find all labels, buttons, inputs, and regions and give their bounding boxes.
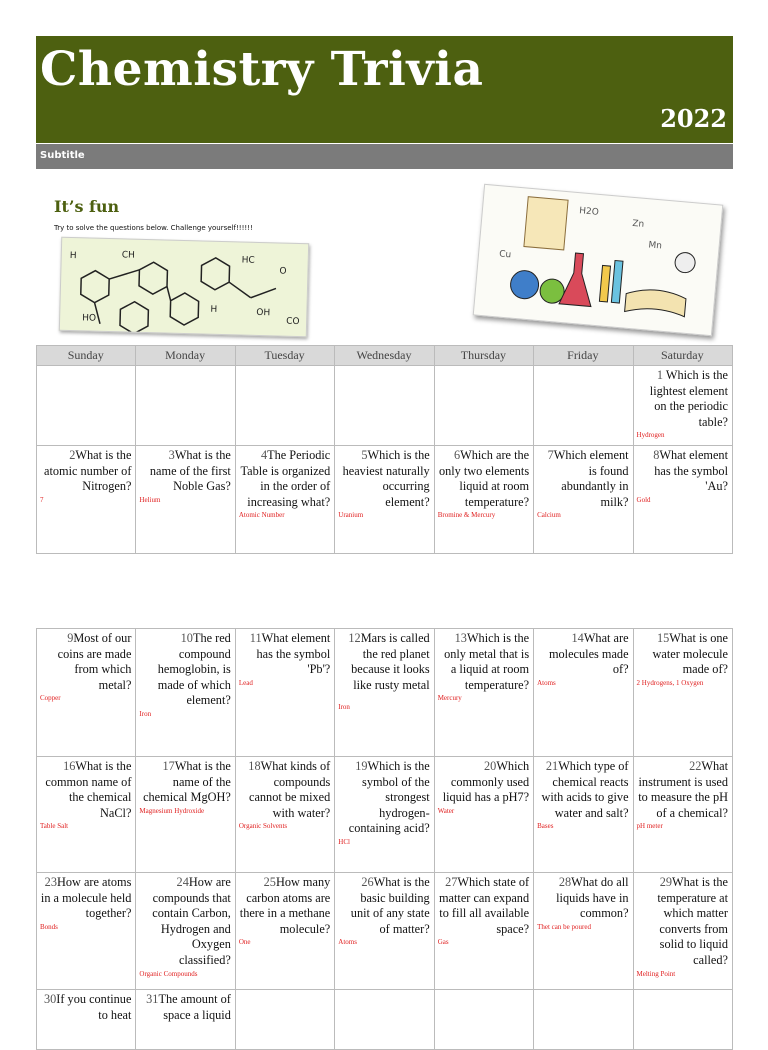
trivia-answer: Iron: [338, 703, 350, 712]
day-cell: [37, 629, 136, 757]
day-cell: [434, 873, 533, 990]
day-cell: [136, 446, 235, 554]
day-number: 12: [348, 631, 361, 645]
day-number: 21: [545, 759, 559, 773]
day-number: 16: [63, 759, 76, 773]
trivia-answer: Mercury: [437, 694, 462, 703]
trivia-answer: Helium: [139, 495, 161, 504]
day-cell-empty: [335, 990, 434, 1050]
trivia-answer: Bonds: [40, 922, 58, 931]
trivia-answer: 7: [40, 495, 44, 504]
trivia-question: Which is the symbol of the strongest hydrogen-containing acid?: [348, 759, 430, 836]
trivia-question: What is the name of the chemical MgOH?: [143, 759, 231, 805]
weekday-header: Saturday: [633, 346, 732, 366]
trivia-question: Which state of matter can expand to fill all available space?: [438, 875, 530, 936]
svg-text:HC: HC: [241, 255, 255, 266]
trivia-question: What are molecules made of?: [548, 631, 629, 677]
trivia-question: Mars is called the red planet because it looks like rusty metal: [351, 631, 430, 692]
trivia-question: Which is the only metal that is a liquid at room temperature?: [444, 631, 530, 692]
trivia-answer: Iron: [139, 709, 152, 718]
weekday-header: Tuesday: [235, 346, 334, 366]
day-number: 22: [689, 759, 702, 773]
svg-text:H: H: [210, 304, 218, 315]
day-number: 26: [361, 875, 374, 889]
page-title: Chemistry Trivia: [40, 42, 484, 97]
day-number: 28: [558, 875, 572, 889]
day-number: 23: [44, 875, 57, 889]
trivia-answer: Lead: [238, 678, 253, 687]
day-cell-empty: [534, 990, 633, 1050]
trivia-question: How are compounds that contain Carbon, Hydrogen and Oxygen classified?: [152, 875, 231, 967]
subtitle-text: Subtitle: [40, 150, 85, 161]
trivia-question: How many carbon atoms are there in a methane molecule?: [239, 875, 331, 936]
trivia-answer: Copper: [40, 694, 61, 703]
day-cell: [633, 757, 732, 873]
trivia-answer: Atomic Number: [238, 511, 285, 520]
day-cell: [136, 873, 235, 990]
trivia-answer: Gold: [636, 495, 651, 504]
weekday-header: Wednesday: [335, 346, 434, 366]
trivia-answer: HCl: [338, 837, 350, 846]
trivia-question: The Periodic Table is organized in the order of increasing what?: [240, 448, 331, 509]
intro-heading: It’s fun: [54, 197, 120, 216]
trivia-question: Which type of chemical reacts with acids to give water and salt?: [541, 759, 629, 820]
subtitle-bar: [36, 144, 733, 169]
svg-text:H2O: H2O: [578, 206, 600, 218]
day-number: 25: [263, 875, 276, 889]
trivia-question: Which is the heaviest naturally occurring element?: [342, 448, 430, 509]
trivia-question: What instrument is used to measure the pH of a chemical?: [638, 759, 728, 820]
day-cell-empty: [335, 366, 434, 446]
title-banner: [36, 36, 733, 143]
day-cell: [335, 629, 434, 757]
day-number: 1: [656, 368, 663, 382]
day-cell: [37, 873, 136, 990]
trivia-answer: Bromine & Mercury: [437, 511, 496, 520]
day-cell-empty: [235, 990, 334, 1050]
trivia-question: What is one water molecule made of?: [652, 631, 728, 677]
trivia-answer: Bases: [537, 822, 554, 831]
trivia-question: The red compound hemoglobin, is made of which element?: [157, 631, 231, 708]
day-number: 4: [260, 448, 268, 462]
day-cell: [136, 757, 235, 873]
day-cell: [136, 990, 235, 1050]
day-number: 15: [656, 631, 670, 645]
day-number: 14: [571, 631, 584, 645]
day-cell: [136, 629, 235, 757]
trivia-answer: Thet can be poured: [537, 922, 591, 931]
day-cell: [37, 757, 136, 873]
weekday-header: Sunday: [37, 346, 136, 366]
trivia-answer: 2 Hydrogens, 1 Oxygen: [636, 678, 704, 687]
day-cell: [37, 990, 136, 1050]
day-cell-empty: [136, 366, 235, 446]
day-cell-empty: [633, 990, 732, 1050]
trivia-answer: Hydrogen: [636, 431, 665, 440]
trivia-question: What do all liquids have in common?: [556, 875, 629, 921]
day-cell: [633, 629, 732, 757]
year-label: 2022: [660, 104, 727, 133]
svg-text:Zn: Zn: [631, 218, 645, 230]
svg-text:Mn: Mn: [648, 240, 663, 252]
day-number: 31: [146, 992, 159, 1006]
day-number: 8: [653, 448, 660, 462]
day-number: 19: [355, 759, 368, 773]
day-cell: [434, 629, 533, 757]
day-cell-empty: [434, 366, 533, 446]
svg-text:OH: OH: [256, 307, 271, 319]
day-number: 7: [547, 448, 554, 462]
day-number: 24: [176, 875, 189, 889]
trivia-question: If you continue to heat: [56, 992, 132, 1022]
day-cell: [434, 757, 533, 873]
trivia-question: Which are the only two elements liquid at room temperature?: [438, 448, 530, 509]
molecule-structures-image: [59, 237, 309, 337]
svg-text:H: H: [69, 251, 77, 262]
day-number: 17: [162, 759, 175, 773]
weekday-header: Thursday: [434, 346, 533, 366]
weekday-header: Friday: [534, 346, 633, 366]
day-cell: [534, 629, 633, 757]
day-number: 6: [453, 448, 461, 462]
day-cell: [235, 873, 334, 990]
svg-text:O: O: [279, 266, 287, 277]
trivia-answer: Atoms: [338, 938, 357, 947]
svg-text:Cu: Cu: [498, 249, 512, 261]
day-cell-empty: [434, 990, 533, 1050]
trivia-answer: Uranium: [338, 511, 364, 520]
day-cell: [235, 629, 334, 757]
svg-text:CH: CH: [121, 250, 135, 261]
trivia-question: The amount of space a liquid: [158, 992, 231, 1022]
day-number: 2: [69, 448, 76, 462]
trivia-answer: Table Salt: [40, 822, 69, 831]
trivia-question: Most of our coins are made from which metal?: [57, 631, 132, 692]
day-cell: [335, 873, 434, 990]
day-cell: [335, 446, 434, 554]
day-cell: [235, 446, 334, 554]
day-number: 18: [248, 759, 261, 773]
trivia-answer: One: [238, 938, 251, 947]
trivia-question: What is the atomic number of Nitrogen?: [44, 448, 132, 494]
trivia-question: Which commonly used liquid has a pH7?: [442, 759, 530, 805]
day-cell-empty: [235, 366, 334, 446]
weekday-header: Monday: [136, 346, 235, 366]
trivia-question: What is the name of the first Noble Gas?: [149, 448, 231, 494]
trivia-answer: Organic Solvents: [238, 822, 288, 831]
trivia-question: Which is the lightest element on the periodic table?: [649, 368, 728, 429]
svg-text:HO: HO: [82, 313, 97, 324]
day-number: 20: [484, 759, 497, 773]
trivia-answer: pH meter: [636, 822, 663, 831]
day-cell-empty: [534, 366, 633, 446]
trivia-answer: Atoms: [537, 678, 556, 687]
calendar-table-top: [36, 345, 733, 554]
intro-text: Try to solve the questions below. Challenge yourself!!!!!!: [54, 224, 253, 232]
day-cell: [235, 757, 334, 873]
day-number: 30: [43, 992, 57, 1006]
trivia-answer: Water: [437, 806, 455, 815]
day-cell: [534, 873, 633, 990]
day-number: 13: [454, 631, 467, 645]
day-cell: [37, 446, 136, 554]
trivia-answer: Magnesium Hydroxide: [139, 806, 205, 815]
trivia-question: What is the common name of the chemical NaCl?: [45, 759, 132, 820]
trivia-question: What is the basic building unit of any state of matter?: [350, 875, 430, 936]
trivia-question: What kinds of compounds cannot be mixed with water?: [248, 759, 331, 820]
trivia-question: How are atoms in a molecule held together?: [40, 875, 132, 921]
day-number: 9: [67, 631, 74, 645]
chemistry-lab-image: [473, 184, 724, 336]
trivia-question: Which element is found abundantly in milk?: [553, 448, 629, 509]
trivia-question: What is the temperature at which matter converts from solid to liquid called?: [657, 875, 728, 967]
trivia-question: What element has the symbol 'Pb'?: [256, 631, 331, 677]
day-cell: [534, 757, 633, 873]
day-number: 27: [445, 875, 458, 889]
day-cell-empty: [37, 366, 136, 446]
day-number: 29: [659, 875, 672, 889]
day-cell: [633, 366, 732, 446]
trivia-answer: Organic Compounds: [139, 969, 198, 978]
trivia-question: What element has the symbol 'Au?: [654, 448, 728, 494]
day-number: 10: [180, 631, 193, 645]
trivia-answer: Gas: [437, 938, 449, 947]
day-cell: [633, 446, 732, 554]
trivia-answer: Melting Point: [636, 969, 676, 978]
calendar-table-bottom: [36, 628, 733, 1050]
day-number: 5: [361, 448, 368, 462]
day-cell: [434, 446, 533, 554]
day-number: 11: [249, 631, 262, 645]
day-cell: [633, 873, 732, 990]
svg-text:CO: CO: [285, 316, 300, 328]
day-number: 3: [168, 448, 175, 462]
day-cell: [335, 757, 434, 873]
trivia-answer: Calcium: [537, 511, 561, 520]
day-cell: [534, 446, 633, 554]
